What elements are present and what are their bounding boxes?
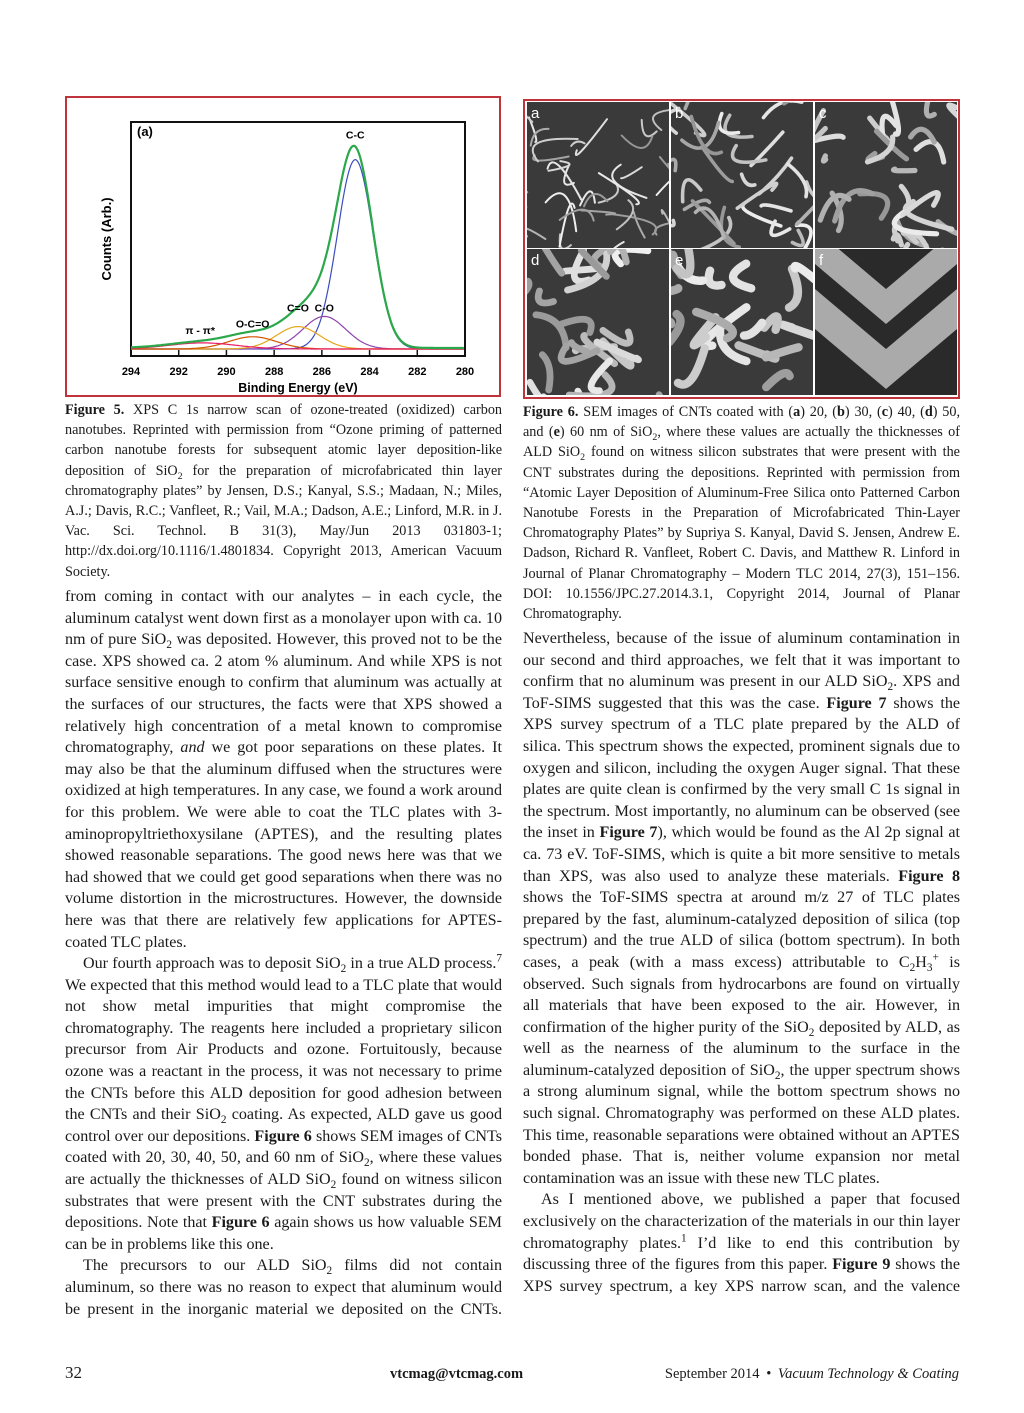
left-column-body — [65, 586, 502, 1320]
sem-panel-label: a — [531, 105, 540, 122]
peak-annotation: π - π* — [185, 324, 215, 337]
page-number: 32 — [65, 1363, 82, 1382]
x-tick-label: 294 — [121, 366, 141, 378]
sem-panel-e — [671, 249, 813, 395]
sem-panel-label: c — [819, 105, 827, 122]
x-axis-label: Binding Energy (eV) — [238, 381, 358, 395]
x-tick-label: 286 — [312, 366, 332, 378]
figure-6-caption-label: Figure 6. — [523, 404, 579, 420]
body-paragraph: As I mentioned above, we published a paper that focused exclusively on the characterization of the materials in our thin layer chromatography plates.$^1$ I’d like to end this contribution by discussing three of the figures from this paper. Figure 9 shows the XPS survey spectrum, a key XPS narrow scan, and the valence — [523, 1191, 960, 1295]
sem-panel-label: f — [819, 252, 824, 269]
sem-panel-d — [527, 249, 669, 395]
component-peak-cc — [131, 160, 464, 349]
figure-6-frame — [523, 99, 960, 399]
panel-label: (a) — [137, 124, 153, 139]
peak-annotation: C=O — [287, 302, 309, 315]
figure-8-reference: Figure 8 — [898, 867, 960, 885]
figure-6-caption: Figure 6. SEM images of CNTs coated with (a) 20, (b) 30, (c) 40, (d) 50, and (e) 60 nm of SiO$_2$, where these values are actually the thicknesses of ALD SiO$_2$ found on witness silicon substrates that were present with the CNT substrates during the depositions. Reprinted with permission from “Atomic Layer Deposition of Aluminum-Free Silica onto Patterned Carbon Nanotube Forests in the Preparation of Microfabricated Thin-Layer Chromatography Plates” by Supriya S. Kanyal, David S. Jensen, Andrew E. Dadson, Richard R. Vanfleet, Robert C. Davis, and Matthew R. Linford in Journal of Planar Chromatography – Modern TLC 2014, 27(3), 151–156. DOI: 10.1556/JPC.27.2014.3.1, Copyright 2014, Journal of Planar Chromatography. — [523, 404, 961, 623]
sem-panel-f — [815, 249, 957, 395]
figure-6-reference: Figure 6 — [254, 1127, 312, 1145]
figure-5-caption: Figure 5. XPS C 1s narrow scan of ozone-treated (oxidized) carbon nanotubes. Reprinted with permission from “Ozone priming of patterned carbon nanotube forests for subsequent atomic layer deposition-like deposition of SiO$_2$ for the preparation of microfabricated thin layer chromatography plates” by Jensen, D.S.; Kanyal, S.S.; Madaan, N.; Miles, A.J.; Davis, R.C.; Vanfleet, R.; Vail, M.A.; Dadson, A.E.; Linford, M.R. in J. Vac. Sci. Technol. B 31(3), May/Jun 2013 031803-1; http://dx.doi.org/10.1116/1.4801834. Copyright 2013, American Vacuum Society. — [65, 402, 503, 580]
footer-email: vtcmag@vtcmag.com — [390, 1366, 524, 1382]
body-paragraph: Nevertheless, because of the issue of aluminum contamination in our second and third approaches, we felt that it was important to confirm that no aluminum was present in our ALD SiO$_2$. XPS and ToF-SIMS suggested that this was the case. Figure 7 shows the XPS survey spectrum of a TLC plate prepared by the ALD of silica. This spectrum shows the expected, prominent signals due to oxygen and silicon, including the oxygen Auger signal. That these plates are quite clean is confirmed by the very small C 1s signal in the spectrum. Most importantly, no aluminum can be observed (see the inset in Figure 7), which would be found as the Al 2p signal at ca. 73 eV. ToF-SIMS, which is quite a bit more sensitive to metals than XPS, was also used to analyze these materials. Figure 8 shows the ToF-SIMS spectra at around m/z 27 of TLC plates prepared by the fast, aluminum-catalyzed deposition of silica (top spectrum) and the true ALD of silica (bottom spectrum). In both cases, a peak (with a mass excess) attributable to $C_2H_3^+$ is observed. Such signals from hydrocarbons are found on virtually all materials that have been exposed to the air. However, in confirmation of the higher purity of the SiO$_2$ deposited by ALD, as well as the nearness of the aluminum to the surface in the aluminum-catalyzed deposition of SiO$_2$, the upper spectrum shows a strong aluminum signal, while the bottom spectrum shows no such signal. Chromatography was performed on these ALD plates. This time, reasonable separations were obtained without an APTES bonded phase. That is, neither volume expansion nor metal contamination was an issue with these new TLC plates. — [523, 630, 961, 1187]
x-tick-label: 284 — [360, 366, 379, 378]
sem-panel-label: e — [675, 252, 684, 269]
x-tick-label: 280 — [455, 366, 475, 378]
x-tick-label: 290 — [217, 366, 236, 378]
right-column-body — [523, 628, 960, 1297]
body-paragraph: Our fourth approach was to deposit SiO$_2$ in a true ALD process.$^7$ We expected that this method would lead to a TLC plate that would not show metal impurities that might compromise the chromatography. The reagents here included a proprietary silicon precursor from Air Products and ozone. Fortuitously, because ozone was a reactant in the process, it was not necessary to prime the CNTs before this ALD deposition for good adhesion between the CNTs and their SiO$_2$ coating. As expected, ALD gave us good control over our depositions. Figure 6 shows SEM images of CNTs coated with 20, 30, 40, 50, and 60 nm of SiO$_2$, where these values are actually the thicknesses of ALD SiO$_2$ found on witness silicon substrates that were present with the CNT substrates during the depositions. Note that Figure 6 again shows us how valuable SEM can be in problems like this one. — [65, 952, 503, 1253]
figure-6-reference: Figure 6 — [211, 1214, 270, 1232]
sem-panel-label: b — [675, 105, 684, 122]
figure-7-reference: Figure 7 — [599, 824, 658, 842]
peak-annotation: C-C — [345, 129, 365, 142]
xps-c1s-chart — [67, 98, 499, 395]
figure-9-reference: Figure 9 — [832, 1256, 891, 1274]
body-paragraph: The precursors to our ALD SiO$_2$ films did not contain aluminum, so there was no reason to expect that aluminum would be present in the inorganic material we deposited on the CNTs. — [65, 1257, 502, 1318]
peak-annotation: C-O — [314, 302, 334, 315]
x-tick-label: 292 — [169, 366, 188, 378]
sem-panel-label: d — [531, 252, 540, 269]
figure-5-frame — [65, 96, 501, 397]
x-tick-label: 282 — [408, 366, 427, 378]
envelope-curve — [131, 146, 464, 348]
sem-panel-c — [815, 102, 957, 248]
figure-5-caption-label: Figure 5. — [65, 402, 125, 418]
footer-publication: September 2014 • Vacuum Technology & Coating — [664, 1366, 959, 1382]
x-tick-label: 288 — [264, 366, 284, 378]
body-paragraph: from coming in contact with our analytes – in each cycle, the aluminum catalyst went down first as a monolayer upon with ca. 10 nm of pure SiO$_2$ was deposited. However, this proved not to be the case. XPS showed ca. 2 atom % aluminum. And while XPS is not surface sensitive enough to confirm that aluminum was actually at the surfaces of our structures, the facts were that XPS showed a relatively high concentration of a metal known to compromise chromatography, and we got poor separations on these plates. It may also be that the aluminum diffused when the structures were oxidized at high temperatures. In any case, we found a work around for this problem. We were able to coat the TLC plates with 3-aminopropyltriethoxysilane (APTES), and the resulting plates showed reasonable separations. The good news here was that we had showed that we could get good separations when there was no volume distortion in the microstructures. However, the downside here was that there are relatively few applications for APTES-coated TLC plates. — [65, 588, 502, 951]
peak-annotation: O-C=O — [235, 318, 270, 331]
sem-panel-b — [671, 102, 813, 248]
sem-panel-a — [527, 102, 669, 248]
figure-7-reference: Figure 7 — [826, 694, 887, 712]
y-axis-label: Counts (Arb.) — [99, 197, 114, 281]
plot-frame — [131, 122, 465, 356]
